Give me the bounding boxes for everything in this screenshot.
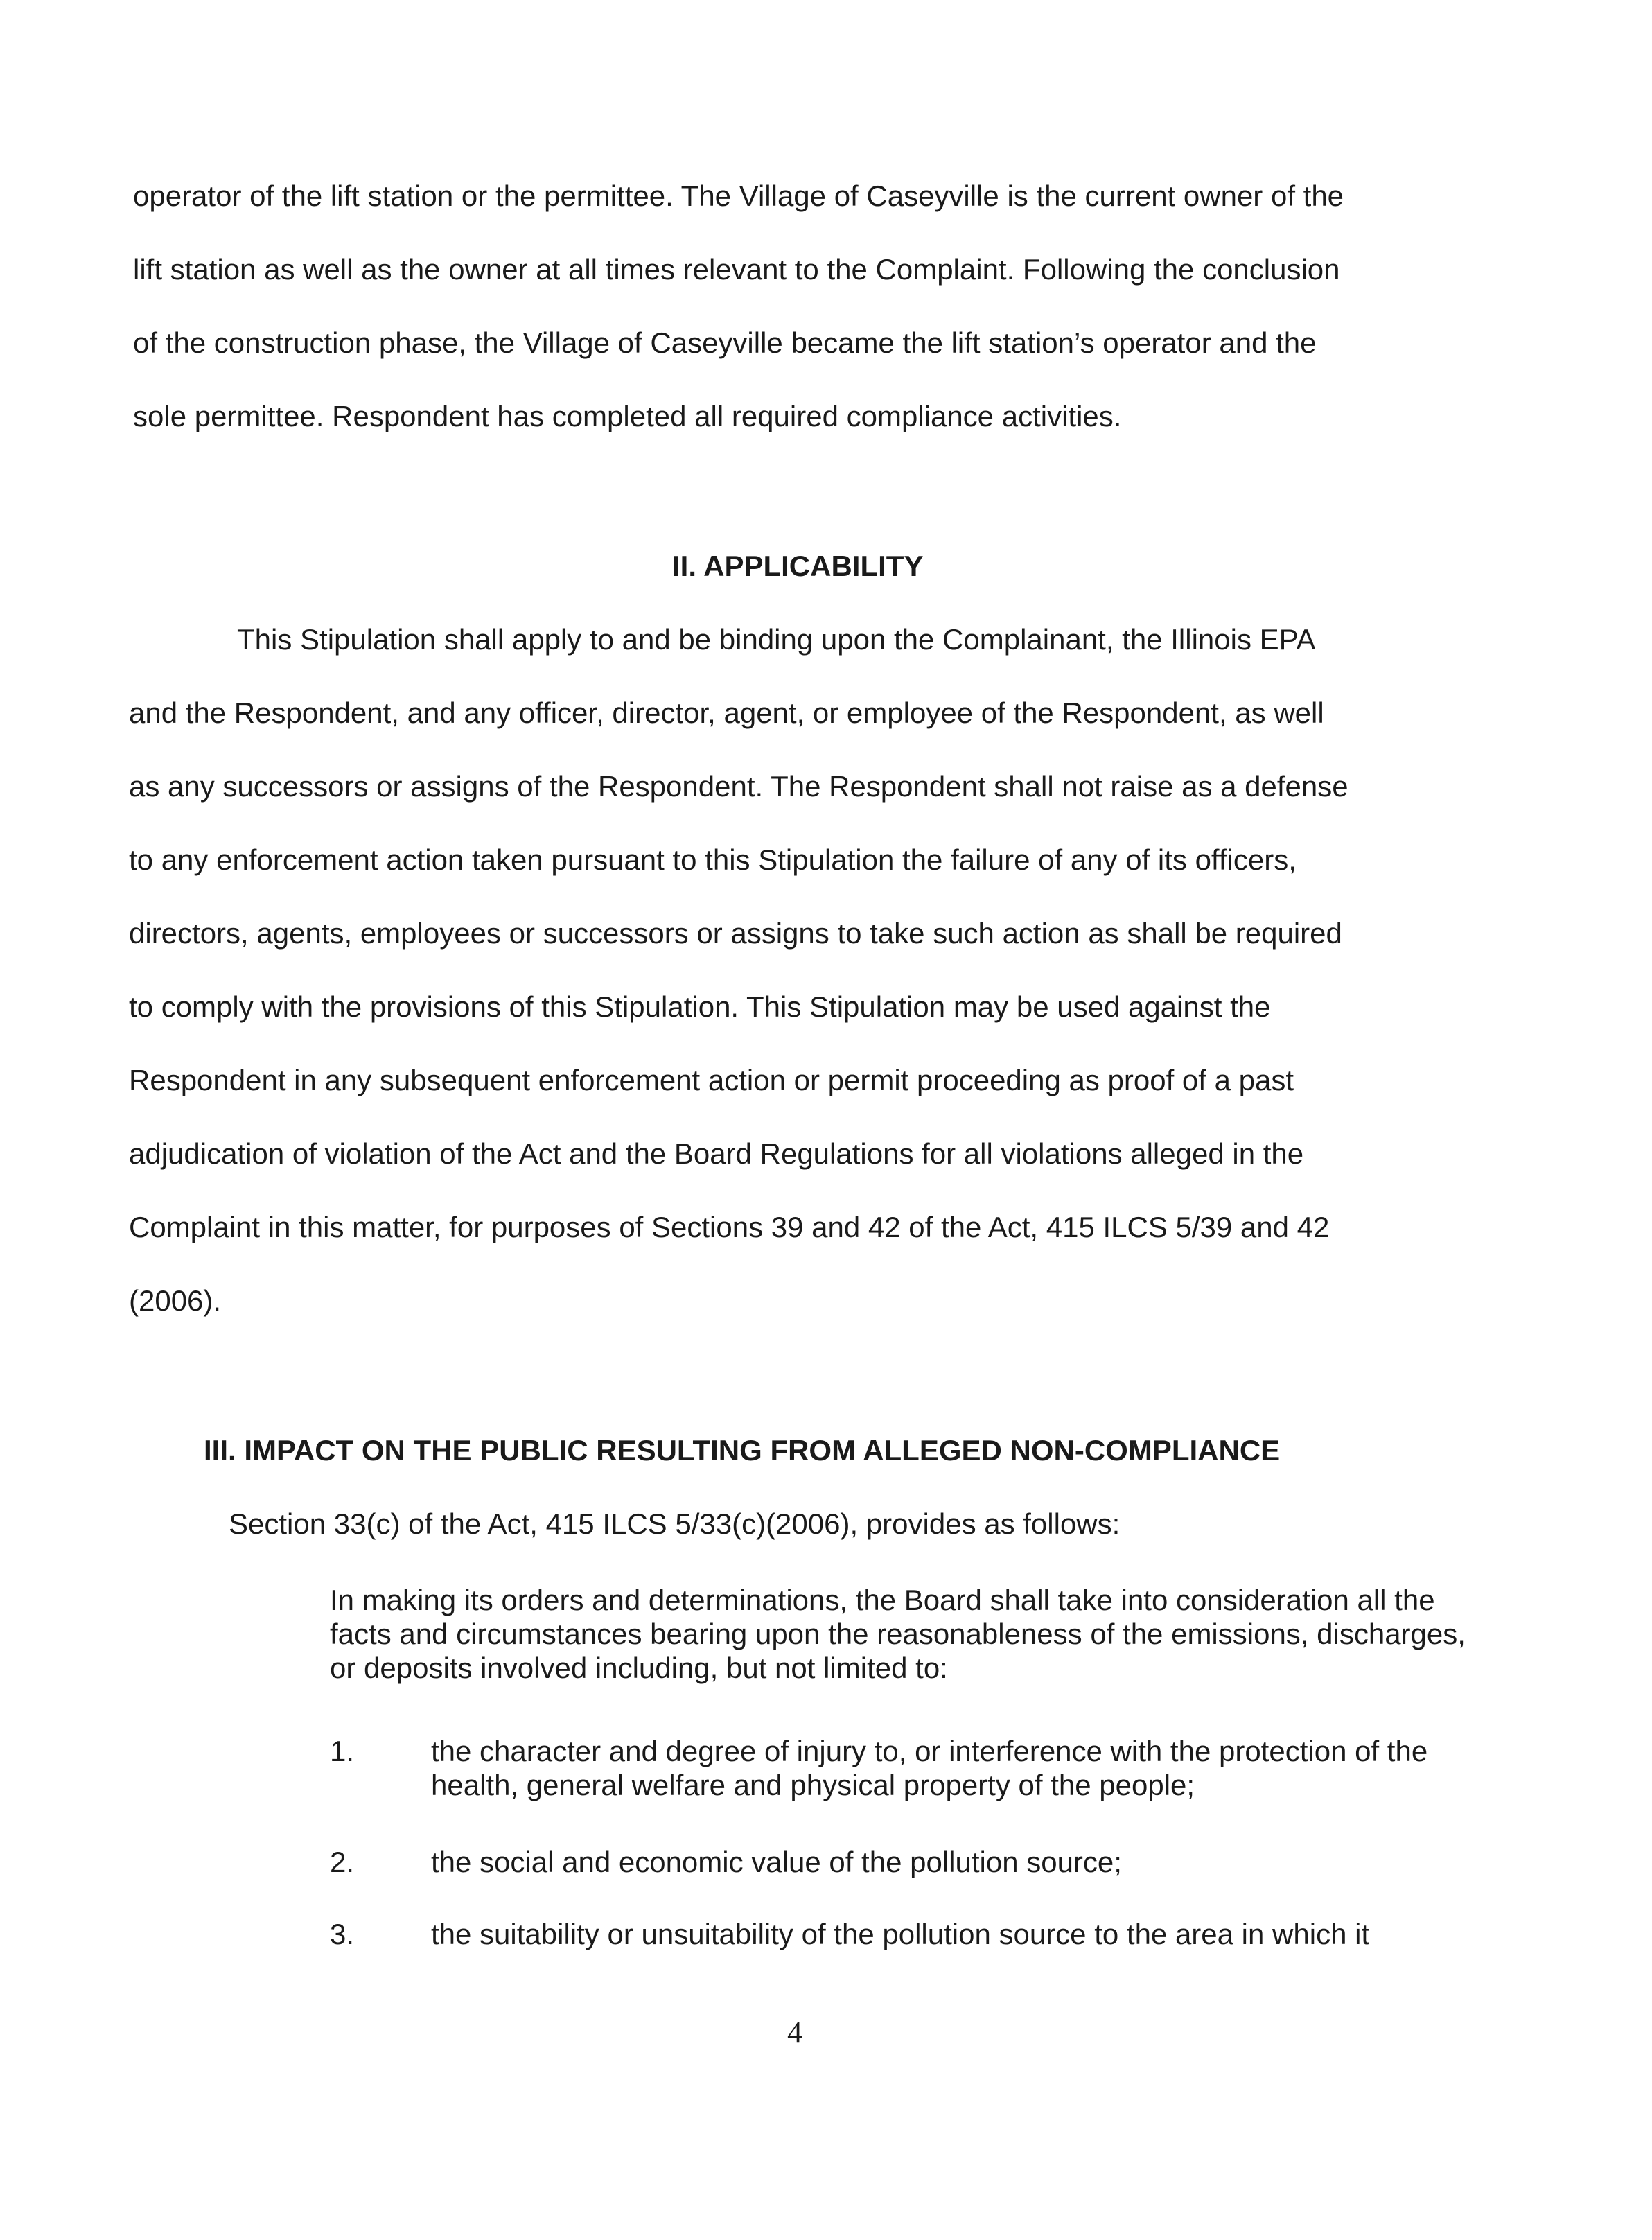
section-2-line-8: adjudication of violation of the Act and the Board Regulations for all violations alleged in the — [129, 1137, 1304, 1170]
section-2-line-2: and the Respondent, and any officer, director, agent, or employee of the Respondent, as well — [129, 697, 1324, 729]
intro-line-3: of the construction phase, the Village of Caseyville became the lift station’s operator and the — [133, 326, 1317, 359]
section-2-line-7: Respondent in any subsequent enforcement action or permit proceeding as proof of a past — [129, 1064, 1294, 1096]
list-item-number-1: 1. — [330, 1735, 355, 1767]
section-2-line-9: Complaint in this matter, for purposes of Sections 39 and 42 of the Act, 415 ILCS 5/39 and 42 — [129, 1211, 1330, 1243]
intro-line-1: operator of the lift station or the permittee. The Village of Caseyville is the current owner of the — [133, 180, 1344, 212]
section-2-line-1: This Stipulation shall apply to and be binding upon the Complainant, the Illinois EPA — [237, 623, 1316, 656]
section-2-line-3: as any successors or assigns of the Respondent. The Respondent shall not raise as a defense — [129, 770, 1348, 803]
section-2-heading: II. APPLICABILITY — [672, 550, 924, 582]
list-item-text-1: the character and degree of injury to, or interference with the protection of the health, general welfare and physical property of the people; — [431, 1735, 1428, 1801]
list-item-number-3: 3. — [330, 1918, 355, 1950]
section-2-line-6: to comply with the provisions of this Stipulation. This Stipulation may be used against the — [129, 990, 1271, 1023]
section-3-intro: Section 33(c) of the Act, 415 ILCS 5/33(c)(2006), provides as follows: — [229, 1507, 1121, 1540]
intro-line-4: sole permittee. Respondent has completed all required compliance activities. — [133, 400, 1122, 432]
section-3-heading: III. IMPACT ON THE PUBLIC RESULTING FROM ALLEGED NON-COMPLIANCE — [204, 1434, 1281, 1467]
page-number: 4 — [787, 2015, 802, 2049]
section-2-line-10: (2006). — [129, 1284, 222, 1317]
list-item-text-3: the suitability or unsuitability of the pollution source to the area in which it — [431, 1918, 1370, 1950]
list-item-number-2: 2. — [330, 1846, 355, 1878]
list-item-text-2: the social and economic value of the pollution source; — [431, 1846, 1122, 1878]
block-quote: In making its orders and determinations, the Board shall take into consideration all the facts and circumstances bearing upon the reasonableness of the emissions, discharges, or deposits involved including, but not limited to: — [330, 1584, 1466, 1684]
section-2-line-4: to any enforcement action taken pursuant to this Stipulation the failure of any of its officers, — [129, 843, 1297, 876]
intro-line-2: lift station as well as the owner at all times relevant to the Complaint. Following the conclusion — [133, 253, 1340, 286]
section-2-line-5: directors, agents, employees or successors or assigns to take such action as shall be required — [129, 917, 1342, 950]
